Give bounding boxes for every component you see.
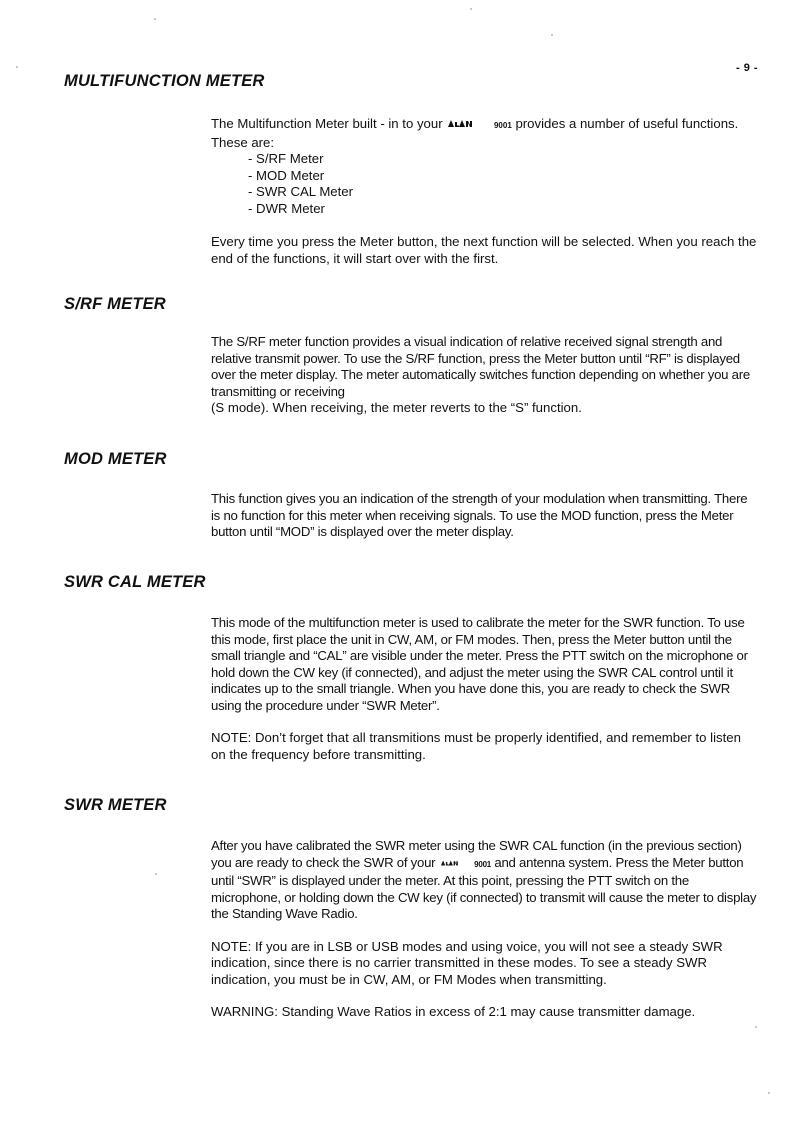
list-item: - DWR Meter <box>248 200 325 216</box>
paragraph: This function gives you an indication of the strength of your modulation when transmitting. There is no function for this meter when receiving signals. To use the MOD function, press the Meter button until “MOD” is displayed over the meter display. <box>211 491 748 539</box>
page-number: - 9 - <box>736 62 759 74</box>
note-paragraph: NOTE: If you are in LSB or USB modes and using voice, you will not see a steady SWR indication, since there is no carrier transmitted in these modes. To see a steady SWR indication, you must be in CW, AM, or FM Modes when transmitting. <box>211 938 723 987</box>
section-mod-body <box>211 491 759 541</box>
function-list <box>248 151 759 217</box>
section-swr-body <box>211 838 759 1021</box>
brand-model: 9001 <box>474 859 491 869</box>
brand-model: 9001 <box>493 121 512 130</box>
heading-multifunction-meter: MULTIFUNCTION METER <box>64 72 265 90</box>
intro-text-before: The Multifunction Meter built - in to your <box>211 116 443 131</box>
paragraph: The S/RF meter function provides a visual indication of relative received signal strength and relative transmit power. To use the S/RF function, press the Meter button until “RF” is displayed over the meter display. The meter automatically switches function depending on whether you are transmitting or receiving <box>211 334 750 399</box>
brand-logo <box>441 860 469 866</box>
note-paragraph: NOTE: Don’t forget that all transmitions must be properly identified, and remember to listen on the frequency before transmitting. <box>211 730 741 762</box>
heading-swr-meter: SWR METER <box>64 796 167 814</box>
list-item: - S/RF Meter <box>248 151 324 166</box>
scan-speck <box>755 1026 757 1028</box>
scan-speck <box>16 66 18 68</box>
list-item: - MOD Meter <box>248 167 325 183</box>
scan-speck <box>551 34 553 36</box>
scan-speck <box>470 8 472 10</box>
heading-srf-meter: S/RF METER <box>64 295 166 313</box>
intro-text-after: provides a number of useful functions. These are: <box>211 116 739 150</box>
paragraph: Every time you press the Meter button, the next function will be selected. When you reach the end of the functions, it will start over with the first. <box>211 234 757 266</box>
scan-speck <box>155 873 157 875</box>
section-swr-cal-body <box>211 615 759 763</box>
swr-text-before: After you have calibrated the SWR meter using the SWR CAL function (in the previous section) you are ready to check the SWR of your <box>211 838 742 870</box>
intro-paragraph <box>211 116 759 151</box>
heading-mod-meter: MOD METER <box>64 450 167 468</box>
warning-paragraph: WARNING: Standing Wave Ratios in excess of 2:1 may cause transmitter damage. <box>211 1004 696 1019</box>
paragraph: This mode of the multifunction meter is used to calibrate the meter for the SWR function. To use this mode, first place the unit in CW, AM, or FM modes. Then, press the Meter button until the small triangle and “CAL” are visible under the meter. Press the PTT switch on the microphone or hold down the CW key (if connected), and adjust the meter using the SWR CAL control until it indicates up to the small triangle. When you have done this, you are ready to check the SWR using the procedure under “SWR Meter”. <box>211 615 748 713</box>
section-multifunction-body <box>211 116 759 267</box>
brand-logo <box>448 120 488 127</box>
paragraph: (S mode). When receiving, the meter reverts to the “S” function. <box>211 400 582 415</box>
paragraph <box>211 838 759 923</box>
swr-text-after: and antenna system. Press the Meter button until “SWR” is displayed under the meter. At this point, pressing the PTT switch on the microphone, or holding down the CW key (if connected) to transmit will cause the meter to display the Standing Wave Radio. <box>211 854 757 921</box>
scan-speck <box>768 1092 770 1094</box>
heading-swr-cal-meter: SWR CAL METER <box>64 573 206 591</box>
list-item: - SWR CAL Meter <box>248 184 354 199</box>
section-srf-body <box>211 334 759 417</box>
scan-speck <box>154 18 156 20</box>
